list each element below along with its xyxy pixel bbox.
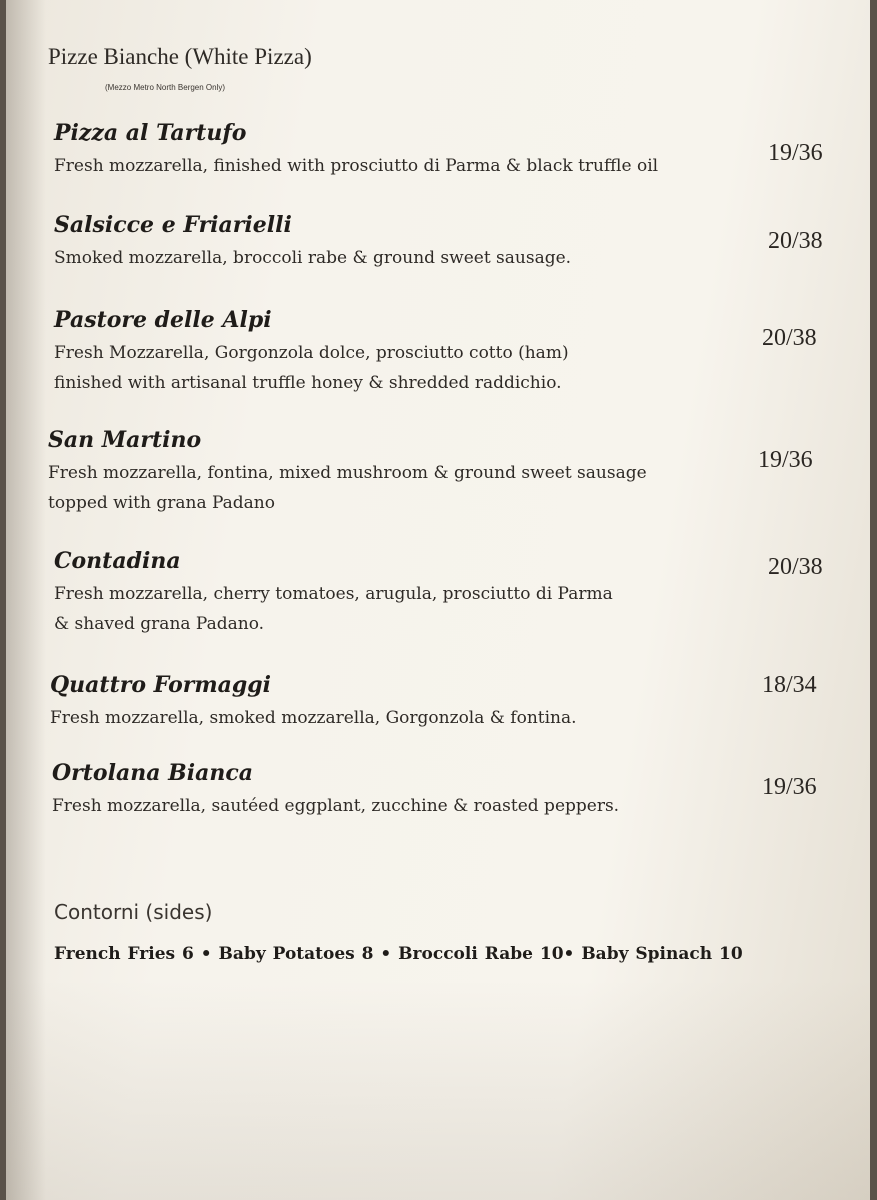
item-price: 19/36 bbox=[762, 774, 817, 800]
item-description-line: Fresh mozzarella, fontina, mixed mushroom & ground sweet sausage bbox=[48, 463, 647, 483]
item-name: Contadina bbox=[54, 548, 181, 574]
item-description-line: Fresh mozzarella, sautéed eggplant, zucchine & roasted peppers. bbox=[52, 796, 620, 816]
item-description bbox=[54, 338, 569, 398]
item-description-line: Fresh mozzarella, finished with prosciutto di Parma & black truffle oil bbox=[54, 156, 659, 176]
item-price: 20/38 bbox=[762, 325, 817, 351]
item-price: 19/36 bbox=[758, 447, 813, 473]
item-name: Salsicce e Friarielli bbox=[54, 212, 292, 238]
item-name: San Martino bbox=[48, 427, 202, 453]
item-description bbox=[54, 151, 658, 181]
item-description bbox=[50, 703, 577, 733]
section-title: Pizze Bianche (White Pizza) bbox=[48, 44, 312, 69]
item-description-line: finished with artisanal truffle honey & shredded raddichio. bbox=[54, 373, 562, 393]
item-price: 19/36 bbox=[768, 140, 823, 166]
item-description-line: & shaved grana Padano. bbox=[54, 614, 265, 634]
item-description-line: Fresh Mozzarella, Gorgonzola dolce, prosciutto cotto (ham) bbox=[54, 343, 569, 363]
menu-page bbox=[6, 0, 870, 1200]
sides-list: French Fries 6 • Baby Potatoes 8 • Broccoli Rabe 10• Baby Spinach 10 bbox=[54, 944, 743, 964]
item-description bbox=[48, 458, 647, 518]
item-name: Ortolana Bianca bbox=[52, 760, 253, 786]
item-description bbox=[54, 579, 613, 639]
item-price: 20/38 bbox=[768, 554, 823, 580]
item-price: 18/34 bbox=[762, 672, 817, 698]
item-description-line: Smoked mozzarella, broccoli rabe & ground sweet sausage. bbox=[54, 248, 572, 268]
item-price: 20/38 bbox=[768, 228, 823, 254]
item-description bbox=[54, 243, 571, 273]
item-name: Quattro Formaggi bbox=[50, 672, 271, 698]
item-description-line: topped with grana Padano bbox=[48, 493, 275, 513]
item-description bbox=[52, 791, 619, 821]
item-name: Pizza al Tartufo bbox=[54, 120, 247, 146]
page-shadow-bottom bbox=[6, 980, 870, 1200]
item-description-line: Fresh mozzarella, cherry tomatoes, arugula, prosciutto di Parma bbox=[54, 584, 613, 604]
section-note: (Mezzo Metro North Bergen Only) bbox=[105, 83, 226, 92]
item-name: Pastore delle Alpi bbox=[54, 307, 272, 333]
sides-title: Contorni (sides) bbox=[54, 900, 213, 924]
item-description-line: Fresh mozzarella, smoked mozzarella, Gorgonzola & fontina. bbox=[50, 708, 577, 728]
